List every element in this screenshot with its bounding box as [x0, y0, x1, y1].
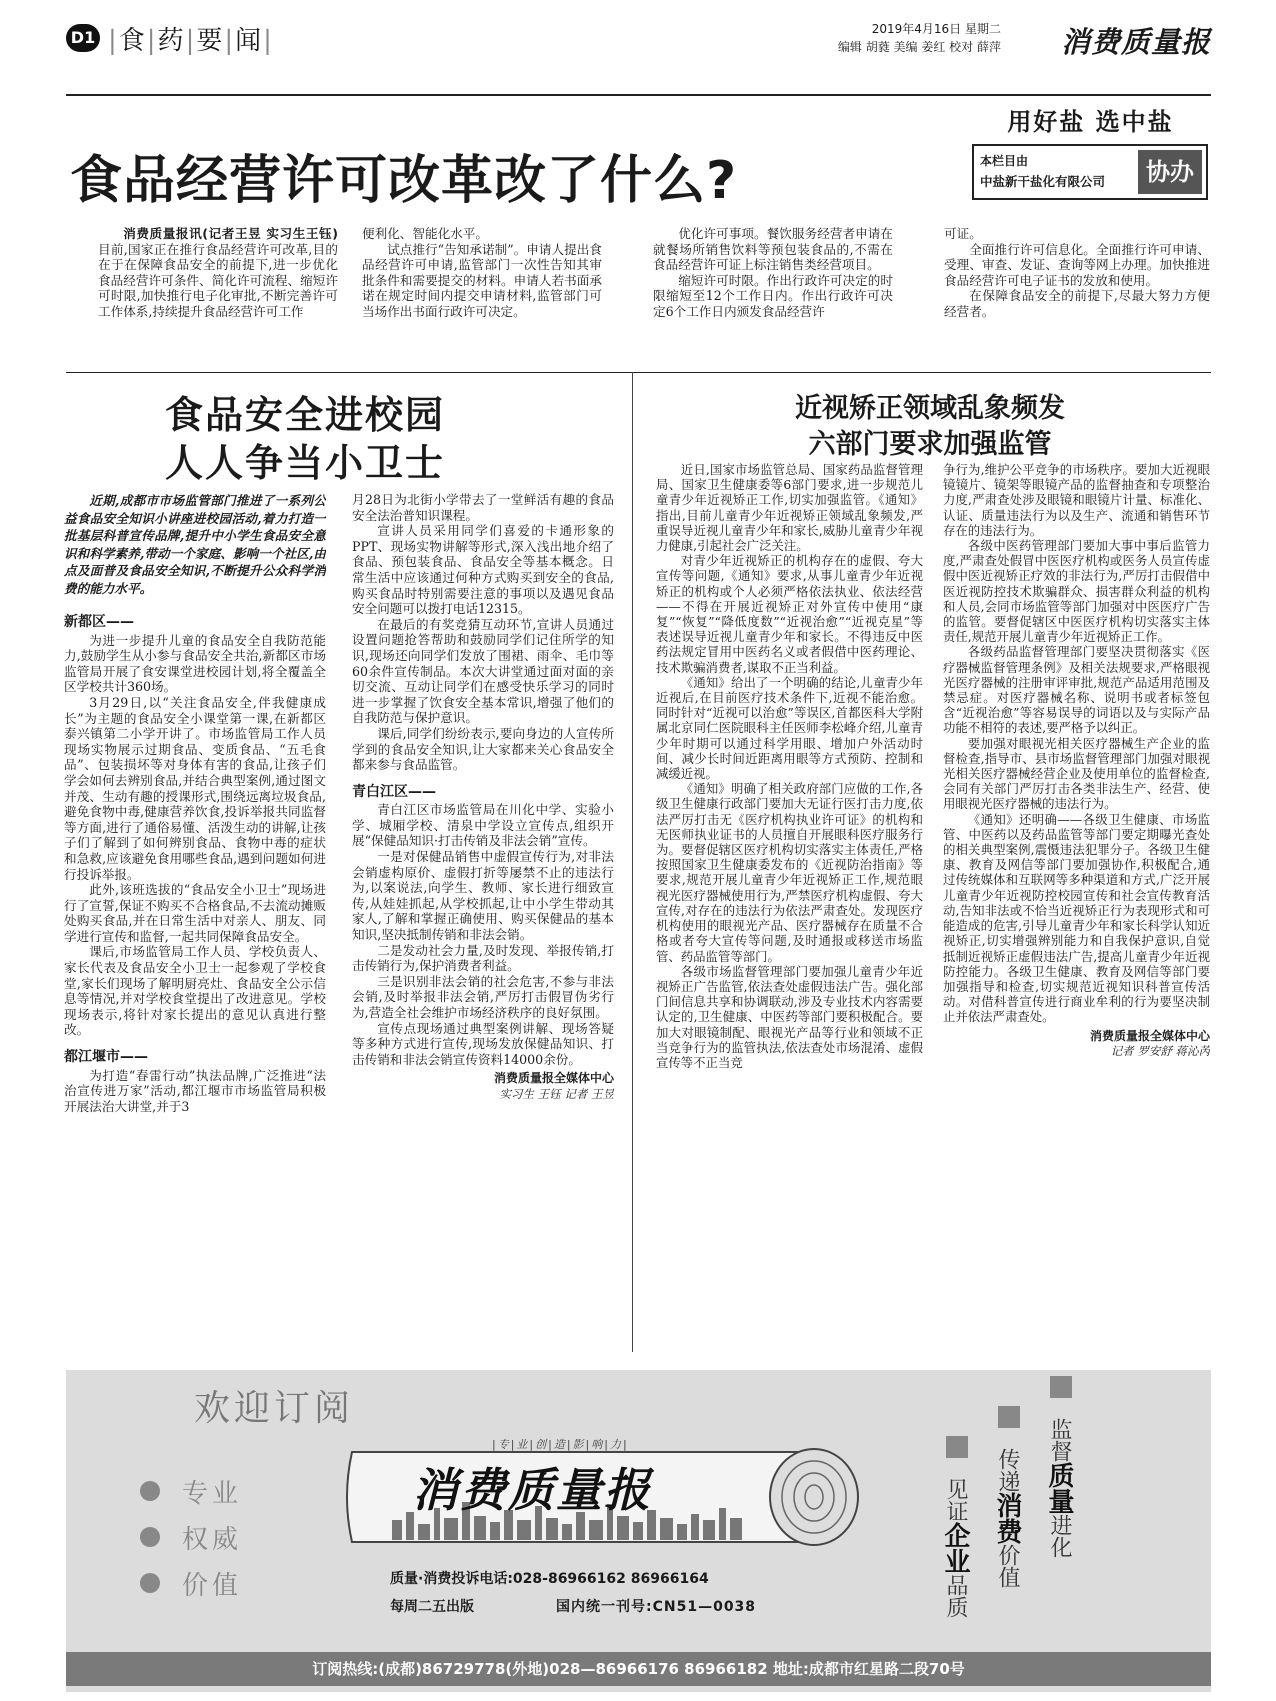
issue-date: 2019年4月16日 星期二	[871, 22, 1001, 36]
ad-banner-tagline: |专|业|创|造|影|响|力|	[492, 1438, 629, 1451]
ad-bullet	[140, 1468, 242, 1514]
school-text: 三是识别非法会销的社会危害,不参与非法会销,及时举报非法会销,严厉打击假冒伪劣行为,营造全社会维护市场经济秩序的良好氛围。	[352, 973, 614, 1020]
myopia-text: 争行为,维护公平竞争的市场秩序。要加大近视眼镜镜片、镜架等眼镜产品的监督抽查和专项整治力度,严肃查处涉及眼镜和眼镜片计量、标准化、认证、质量违法行为以及生产、流通和销售环节存在的违法行为。	[943, 462, 1210, 538]
lead-headline: 食品经营许可改革改了什么?	[70, 151, 738, 211]
ad-vertical-slogan-2	[994, 1406, 1030, 1588]
lead-column-2	[362, 226, 602, 364]
sponsor-company: 中盐新干盐化有限公司	[980, 174, 1106, 189]
slogan-text: 监督	[1047, 1418, 1072, 1462]
myopia-text: 各级市场监督管理部门要加强儿童青少年近视矫正广告监管,依法查处虚假违法广告。强化部门间信息共享和协调联动,涉及专业技术内容需要认定的,卫生健康、中医药等部门要积极配合。要加大对眼镜制配、眼视光产品等行业和领域不正当竞争行为的监管执法,依法查处市场混淆、虚假宣传等不正当竞	[656, 963, 923, 1070]
lead-text: 优化许可事项。餐饮服务经营者申请在就餐场所销售饮料等预包装食品的,不需在食品经营许可证上标注销售类经营项目。	[653, 226, 893, 273]
myopia-text: 各级药品监督管理部门要坚决贯彻落实《医疗器械监督管理条例》及相关法规要求,严格眼视光医疗器械的注册审评审批,规范产品适用范围及禁忌症。对医疗器械名称、说明书或者标签包含“近视治愈”等容易误导的词语以及与实际产品功能不相符的表述,要严格予以纠正。	[943, 644, 1210, 736]
slogan-text: 品质	[943, 1574, 968, 1618]
masthead	[66, 20, 1211, 60]
section-char: 闻	[235, 26, 264, 56]
ad-bullet-label: 价值	[182, 1570, 243, 1601]
page-number-badge: D1	[66, 24, 100, 52]
sponsor-intro: 本栏目由	[980, 154, 1029, 168]
myopia-text: 要加强对眼视光相关医疗器械生产企业的监督检查,指导市、县市场监督管理部门加强对眼视光相关医疗器械经营企业及使用单位的监督检查,会同有关部门严厉打击各类非法生产、经营、使用眼视光医疗器械的违法行为。	[943, 735, 1210, 812]
paper-logo: 消费质量报	[1060, 25, 1211, 59]
slogan-text: 见证	[943, 1478, 968, 1522]
school-text: 为进一步提升儿童的食品安全自我防范能力,鼓励学生从小参与食品安全共治,新都区市场监管局开展了食安课堂进校园计划,将全覆盖全区学校共计360场。	[64, 632, 326, 695]
myopia-headline-2: 六部门要求加强监管	[808, 429, 1052, 460]
section-title: |食|药|要|闻|	[108, 26, 274, 56]
school-text: 月28日为北街小学带去了一堂鲜活有趣的食品安全法治普知识课程。	[352, 492, 614, 523]
ad-bullet	[140, 1514, 242, 1560]
sponsor-co-badge: 协办	[1138, 150, 1202, 194]
subhead-dujiangyan: 都江堰市——	[64, 1049, 148, 1066]
school-column-1	[64, 492, 326, 1348]
slogan-text: 价值	[995, 1544, 1020, 1588]
square-bullet-icon	[1050, 1376, 1072, 1398]
slogan-keyword: 消费	[992, 1492, 1022, 1544]
school-intro: 近期,成都市市场监管部门推进了一系列公益食品安全知识小讲座进校园活动,着力打造一批基层科普宣传品牌,提升中小学生食品安全意识和科学素养,带动一个家庭、影响一个社区,由点及面普及食品安全知识,不断提升公众科学消费的能力水平。	[64, 493, 326, 596]
school-text: 青白江区市场监管局在川化中学、实验小学、城厢学校、清泉中学设立宣传点,组织开展“保健品知识·打击传销及非法会销”宣传。	[352, 802, 614, 849]
column-divider	[632, 372, 633, 1352]
bullet-dot-icon	[140, 1481, 160, 1501]
myopia-text: 《通知》明确了相关政府部门应做的工作,各级卫生健康行政部门要加大无证行医打击力度,依法严厉打击无《医疗机构执业许可证》的机构和无医师执业证书的人员擅自开展眼科医疗服务行为。要督促辖区医疗机构切实落实主体责任,严格按照国家卫生健康委发布的《近视防治指南》等要求,规范开展儿童青少年近视矫正工作,规范眼视光医疗器械使用行为,严禁医疗机构虚假、夸大宣传,对存在的违法行为依法严肃查处。发现医疗机构使用的眼视光产品、医疗器械存在质量不合格或者夸大宣传等问题,及时通报或移送市场监管、药品监管等部门。	[656, 781, 923, 964]
school-text: 宣传点现场通过典型案例讲解、现场答疑等多种方式进行宣传,现场发放保健品知识、打击传销和非法会销宣传资料14000余份。	[352, 1020, 614, 1067]
school-text: 此外,该班选拔的“食品安全小卫士”现场进行了宣誓,保证不购买不合格食品,不去流动摊贩处购买食品,并在日常生活中对亲人、朋友、同学进行宣传和监督,一起共同保障食品安全。	[64, 882, 326, 944]
ad-paper-logo: 消费质量报	[412, 1463, 652, 1517]
school-headline-1: 食品安全进校园	[165, 393, 446, 437]
school-text: 二是发动社会力量,及时发现、举报传销,打击传销行为,保护消费者利益。	[352, 942, 614, 974]
bullet-dot-icon	[140, 1573, 160, 1593]
slogan-text: 进化	[1047, 1514, 1072, 1558]
section-rule	[66, 372, 1211, 373]
school-text: 课后,同学们纷纷表示,要向身边的人宣传所学到的食品安全知识,让大家都来关心食品安全都来参与食品监管。	[352, 725, 614, 773]
sponsor-box	[970, 102, 1211, 202]
masthead-rule	[66, 94, 1211, 96]
school-text: 一是对保健品销售中虚假宣传行为,对非法会销虚构原价、虚假打折等屡禁不止的违法行为,以案说法,向学生、教师、家长进行细致宣传,从娃娃抓起,从学校抓起,让中小学生带动其家人,了解和掌握正确使用、购买保健品的基本知识,坚决抵制传销和非法会销。	[352, 849, 614, 943]
myopia-text: 各级中医药管理部门要加大事中事后监管力度,严肃查处假冒中医医疗机构或医务人员宣传虚假中医近视矫正疗效的非法行为,严厉打击假借中医近视防控技术欺骗群众、损害群众利益的机构和人员,会同市场监管等部门加强对中医医疗广告的监管。要督促辖区中医医疗机构切实落实主体责任,规范开展儿童青少年近视矫正工作。	[943, 538, 1210, 645]
subhead-qingbaijiang: 青白江区——	[352, 783, 436, 800]
bullet-dot-icon	[140, 1527, 160, 1547]
ad-footer-bar: 订阅热线:(成都)86729778(外地)028—86966176 86966182 地址:成都市红星路二段70号	[66, 1652, 1211, 1686]
slogan-keyword: 企业	[940, 1522, 970, 1574]
section-char: 食	[118, 26, 147, 56]
myopia-text: 《通知》还明确——各级卫生健康、市场监管、中医药以及药品监管等部门要定期曝光查处的相关典型案例,震慑违法犯罪分子。各级卫生健康、教育及网信等部门要加强协作,积极配合,通过传统媒体和互联网等多种渠道和方式,广泛开展儿童青少年近视防控校园宣传和社会宣传教育活动,告知非法或不恰当近视矫正行为表现形式和可能造成的危害,引导儿童青少年和家长科学认知近视矫正,切实增强辨别能力和自我保护意识,自觉抵制近视矫正虚假违法广告,提高儿童青少年近视防控能力。各级卫生健康、教育及网信等部门要加强指导和检查,切实规范近视知识科普宣传活动。对借科普宣传进行商业牟利的行为要坚决制止并依法严肃查处。	[943, 811, 1210, 1025]
subhead-xindu: 新都区——	[64, 614, 134, 630]
lead-dateline: 消费质量报讯(记者王昱 实习生王钰)	[123, 226, 338, 241]
sponsor-frame	[972, 144, 1208, 200]
section-char: 要	[196, 26, 225, 56]
school-headline-2: 人人争当小卫士	[165, 441, 446, 485]
square-bullet-icon	[946, 1436, 968, 1458]
school-text: 为打造“春雷行动”执法品牌,广泛推进“法治宣传进万家”活动,都江堰市市场监管局积极开展法治大讲堂,并于3	[64, 1067, 326, 1114]
editor-credits: 编辑 胡蕤 美编 姜红 校对 薛萍	[837, 40, 1001, 54]
school-text: 在最后的有奖竞猜互动环节,宣讲人员通过设置问题抢答帮助和鼓励同学们记住所学的知识,现场还向同学们发放了围裙、雨伞、毛巾等60余件宣传制品。本次大讲堂通过面对面的亲切交流、互动让同学们在感受快乐学习的同时进一步掌握了饮食安全基本常识,增强了他们的自我防范与保护意识。	[352, 616, 614, 726]
ad-bullet	[140, 1560, 242, 1606]
myopia-byline: 消费质量报全媒体中心	[1089, 1028, 1210, 1043]
school-reporters: 实习生 王钰 记者 王昱	[499, 1086, 614, 1101]
slogan-text: 传递	[995, 1448, 1020, 1492]
myopia-headline-1: 近视矫正领域乱象频发	[795, 393, 1065, 424]
section-char: 药	[157, 26, 186, 56]
ad-vertical-slogan-1	[942, 1436, 978, 1618]
myopia-text: 近日,国家市场监管总局、国家药品监督管理局、国家卫生健康委等6部门要求,进一步规范儿童青少年近视矫正工作,切实加强监管。《通知》指出,目前儿童青少年近视矫正领域乱象频发,严重误导近视儿童青少年和家长,威胁儿童青少年视力健康,引起社会广泛关注。	[656, 462, 923, 554]
lead-text: 全面推行许可信息化。全面推行许可申请、受理、审查、发证、查询等网上办理。加快推进食品经营许可电子证书的发放和使用。	[944, 241, 1210, 288]
ad-bullet-label: 权威	[182, 1524, 243, 1555]
lead-text: 试点推行“告知承诺制”。申请人提出食品经营许可申请,监管部门一次性告知其审批条件和需要提交的材料。申请人若书面承诺在规定时间内提交申请材料,监管部门可当场作出书面行政许可决定。	[362, 241, 602, 319]
lead-text: 便利化、智能化水平。	[362, 226, 488, 241]
ad-issn: 国内统一刊号:CN51—0038	[556, 1599, 757, 1615]
ad-bullet-label: 专业	[182, 1478, 243, 1509]
school-byline: 消费质量报全媒体中心	[493, 1071, 614, 1086]
ad-complaint-phone: 质量·消费投诉电话:028-86966162 86966164	[390, 1571, 709, 1587]
myopia-column-1	[656, 462, 923, 1352]
ad-schedule: 每周二五出版	[390, 1599, 474, 1615]
lead-text: 缩短许可时限。作出行政许可决定的时限缩短至12个工作日内。作出行政许可决定6个工作日内颁发食品经营许	[653, 272, 893, 319]
ad-bullet-list	[140, 1468, 242, 1606]
subscription-ad	[66, 1370, 1211, 1692]
ad-welcome: 欢迎订阅	[194, 1388, 355, 1429]
lead-column-4	[944, 226, 1210, 364]
school-text: 课后,市场监管局工作人员、学校负责人、家长代表及食品安全小卫士一起参观了学校食堂,家长们现场了解明厨亮灶、食品安全公示信息等情况,并对学校食堂提出了改进意见。学校现场表示,将针对家长提出的意见认真进行整改。	[64, 944, 326, 1038]
lead-column-3	[653, 226, 893, 364]
school-text: 3月29日,以“关注食品安全,伴我健康成长”为主题的食品安全小课堂第一课,在新都区泰兴镇第二小学开讲了。市场监管局工作人员现场实物展示过期食品、变质食品、“五毛食品”、包装损坏等对身体有害的食品,让孩子们学会如何去辨别食品,并结合典型案例,通过图文并茂、生动有趣的授课形式,围绕远离垃圾食品,避免食物中毒,健康营养饮食,投诉举报共同监督等方面,进行了通俗易懂、活泼生动的讲解,让孩子们了解到了如何辨别食品、食物中毒的症状和急救,应该避免食用哪些食品,遇到问题如何进行投诉举报。	[64, 694, 326, 882]
myopia-reporters: 记者 罗安舒 蒋沁芮	[1110, 1043, 1210, 1058]
sponsor-slogan: 用好盐 选中盐	[1007, 107, 1174, 136]
school-column-2	[352, 492, 614, 1348]
square-bullet-icon	[998, 1406, 1020, 1428]
lead-text: 在保障食品安全的前提下,尽最大努力方便经营者。	[944, 288, 1210, 319]
slogan-keyword: 质量	[1044, 1462, 1074, 1514]
myopia-column-2	[943, 462, 1210, 1352]
myopia-text: 《通知》给出了一个明确的结论,儿童青少年近视后,在目前医疗技术条件下,近视不能治愈。同时针对“近视可以治愈”等误区,首都医科大学附属北京同仁医院眼科主任医师李松峰介绍,儿童青少年时期可以通过科学用眼、增加户外活动时间、减少长时间近距离用眼等方式预防、控制和减缓近视。	[656, 674, 923, 782]
myopia-text: 对青少年近视矫正的机构存在的虚假、夸大宣传等问题,《通知》要求,从事儿童青少年近视矫正的机构或个人必须严格依法执业、依法经营——不得在开展近视矫正对外宣传中使用“康复”“恢复”“降低度数”“近视治愈”“近视克星”等表述误导近视儿童青少年和家长。不得违反中医药法规定冒用中医药名义或者假借中医药理论、技术欺骗消费者,谋取不正当利益。	[656, 553, 923, 675]
lead-text: 可证。	[944, 226, 982, 241]
lead-text: 目前,国家正在推行食品经营许可改革,目的在于在保障食品安全的前提下,进一步优化食品经营许可条件、简化许可流程、缩短许可时限,加快推行电子化审批,不断完善许可工作体系,持续提升食品经营许可工作	[98, 241, 338, 319]
lead-column-1	[98, 226, 338, 364]
ad-vertical-slogan-3	[1046, 1376, 1082, 1558]
newspaper-scroll-graphic	[332, 1432, 872, 1562]
school-text: 宣讲人员采用同学们喜爱的卡通形象的PPT、现场实物讲解等形式,深入浅出地介绍了食品、预包装食品、食品安全等基本概念。日常生活中应该通过何种方式购买到安全的食品,购买食品时特别需要注意的事项以及遇见食品安全问题可以拨打电话12315。	[352, 523, 614, 617]
